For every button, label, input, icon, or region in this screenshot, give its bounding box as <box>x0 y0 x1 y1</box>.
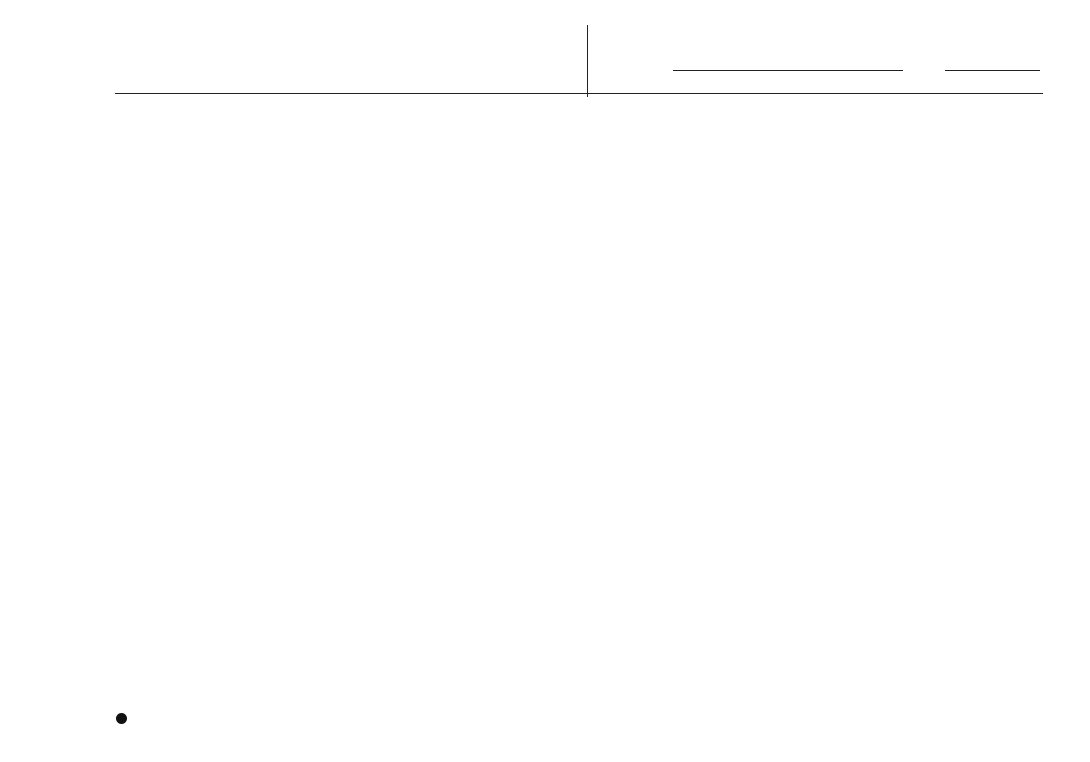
print-code <box>116 713 131 724</box>
cbs-seal-icon <box>116 713 127 724</box>
